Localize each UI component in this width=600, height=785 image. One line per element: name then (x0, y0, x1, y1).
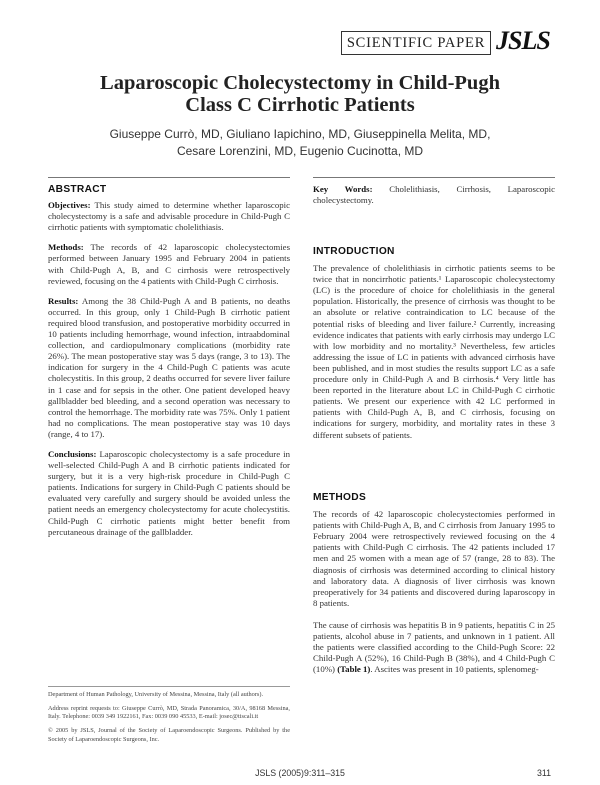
methods-heading: METHODS (313, 492, 367, 503)
footnote-address: Address reprint requests to: Giuseppe Currò, MD, Strada Panoramica, 30/A, 98168 Messina, Italy. Telephone: 0039 349 1922161, Fax: 0039 090 45533, E-mail: josec@tiscali.it (48, 704, 290, 721)
results-label: Results: (48, 295, 79, 306)
journal-logo: JSLS (496, 26, 550, 55)
journal-citation: JSLS (2005)9:311–315 (255, 768, 345, 778)
abstract-results (48, 296, 290, 440)
introduction-section (313, 246, 555, 450)
abstract-section (48, 184, 290, 547)
abstract-methods (48, 242, 290, 286)
methods-paragraph-2 (313, 620, 555, 675)
methods-section (313, 492, 555, 684)
footnote-department: Department of Human Pathology, University of Messina, Messina, Italy (all authors). (48, 691, 264, 698)
keywords-text: Cholelithiasis, Cirrhosis, Laparoscopic cholecystectomy. (313, 184, 555, 206)
methods-paragraph-2-end: . Ascites was present in 10 patients, splenomeg- (370, 664, 539, 675)
methods-paragraph-1: The records of 42 laparoscopic cholecystectomies performed in patients with Child-Pugh A, B, and C cirrhosis from January 1995 to February 2004 were retrospectively reviewed focusing on the 4 patients with Child-Pugh C cirrhosis. The 42 patients included 17 men and 25 women with a mean age of 57 (range, 28 to 83). The diagnosis of cirrhosis was determined according to clinical history and laboratory data. A diagnosis of liver cirrhosis was known preoperatively for 34 patients and discovered during laparoscopy in 8 patients. (313, 509, 555, 608)
left-column-rule (48, 177, 290, 178)
introduction-heading: INTRODUCTION (313, 246, 395, 257)
footnote-rule (48, 686, 290, 687)
methods-paragraph-2-text: The cause of cirrhosis was hepatitis B in 9 patients, hepatitis C in 25 patients, alcohol abuse in 7 patients, and unknown in 1 patient. All the patients were classified according to the Child-Pugh Score: 22 Child-Pugh A (52%), 16 Child-Pugh B (38%), and 4 Child-Pugh C (10%) (313, 619, 555, 675)
right-column-rule (313, 177, 555, 178)
authors-line-2: Cesare Lorenzini, MD, Eugenio Cucinotta, MD (176, 144, 424, 158)
right-column (313, 184, 555, 206)
page-number: 311 (537, 768, 552, 778)
article-title (40, 72, 560, 116)
methods-label: Methods: (48, 242, 84, 253)
table-1-reference[interactable]: (Table 1) (337, 664, 371, 675)
results-text: Among the 38 Child-Pugh A and B patients, no deaths occurred. In this group, only 1 Child-Pugh B cirrhotic patient required blood transfusion, and postoperative morbidity occurred in 10 patients including hemorrhage, wound infection, intraabdominal collection, and cardiopulmonary complications (morbidity rate 26%). The mean postoperative stay was 5 days (range, 3 to 13). The indication for surgery in the 4 Child-Pugh C patients was acute cholecystitis. In this group, 2 deaths occurred for severe liver failure in 1 case and for sepsis in the other. One patient developed heavy gallbladder bed bleeding, and a second operation was necessary to control the hemorrhage. The morbidity rate was 75%. Only 1 patient had no complications. The mean postoperative stay was 10 days (range, 4 to 17). (48, 295, 290, 439)
keywords (313, 184, 555, 206)
authors-line-1: Giuseppe Currò, MD, Giuliano Iapichino, MD, Giuseppinella Melita, MD, (109, 127, 491, 141)
footnote-copyright: © 2005 by JSLS, Journal of the Society of Laparoendoscopic Surgeons. Published by the Society of Laparoendoscopic Surgeons, Inc. (48, 727, 290, 743)
author-list (40, 126, 560, 160)
abstract-conclusions (48, 449, 290, 538)
conclusions-label: Conclusions: (48, 448, 97, 459)
title-line-1: Laparoscopic Cholecystectomy in Child-Pugh (100, 72, 500, 94)
section-label: SCIENTIFIC PAPER (341, 31, 491, 55)
objectives-label: Objectives: (48, 200, 91, 211)
abstract-objectives (48, 200, 290, 233)
methods-text: The records of 42 laparoscopic cholecystectomies performed between January 1995 and February 2004 in patients with Child-Pugh A, B, and C cirrhosis were retrospectively reviewed, focusing on the 4 patients with Child-Pugh C cirrhosis. (48, 242, 291, 286)
keywords-label: Key Words: (313, 184, 373, 194)
title-line-2: Class C Cirrhotic Patients (185, 94, 415, 116)
conclusions-text: Laparoscopic cholecystectomy is a safe procedure in well-selected Child-Pugh A and B cirrhotic patients indicated for surgery, but it is a very high-risk procedure in Child-Pugh C patients. Indications for surgery in Child-Pugh C patients should be evaluated very carefully and surgery should be avoided unless the patient needs an emergency cholecystectomy for acute cholecystitis. Child-Pugh C cirrhotic patients might better benefit from percutaneous drainage of the gallbladder. (48, 448, 290, 537)
objectives-text: This study aimed to determine whether laparoscopic cholecystectomy is a safe and advisable procedure in Child-Pugh C cirrhotic patients with symptomatic cholelithiasis. (48, 200, 290, 233)
abstract-heading: ABSTRACT (48, 184, 107, 195)
introduction-text: The prevalence of cholelithiasis in cirrhotic patients seems to be twice that in noncirrhotic patients.¹ Laparoscopic cholecystectomy (LC) is the procedure of choice for cholelithiasis in the general population. Historically, the presence of cirrhosis was thought to be an absolute or relative contraindication to LC because of the potential risks of bleeding and liver failure.² Currently, increasing evidence indicates that patients with early cirrhosis may undergo LC with low morbidity and no mortality.³ Nevertheless, few articles addressing the issue of LC in patients with advanced cirrhosis have been published, and in most studies the results support LC as a safe procedure only in Child-Pugh A and B cirrhosis.⁴ Very little has been reported in the literature about LC in Child-Pugh C cirrhotic patients. We present our experience with 42 LC performed in patients with Child-Pugh A, B, and C cirrhosis, focusing on indications for surgery, morbidity, and mortality rates in these 3 different subsets of patients. (313, 263, 555, 440)
footnotes (48, 691, 290, 750)
